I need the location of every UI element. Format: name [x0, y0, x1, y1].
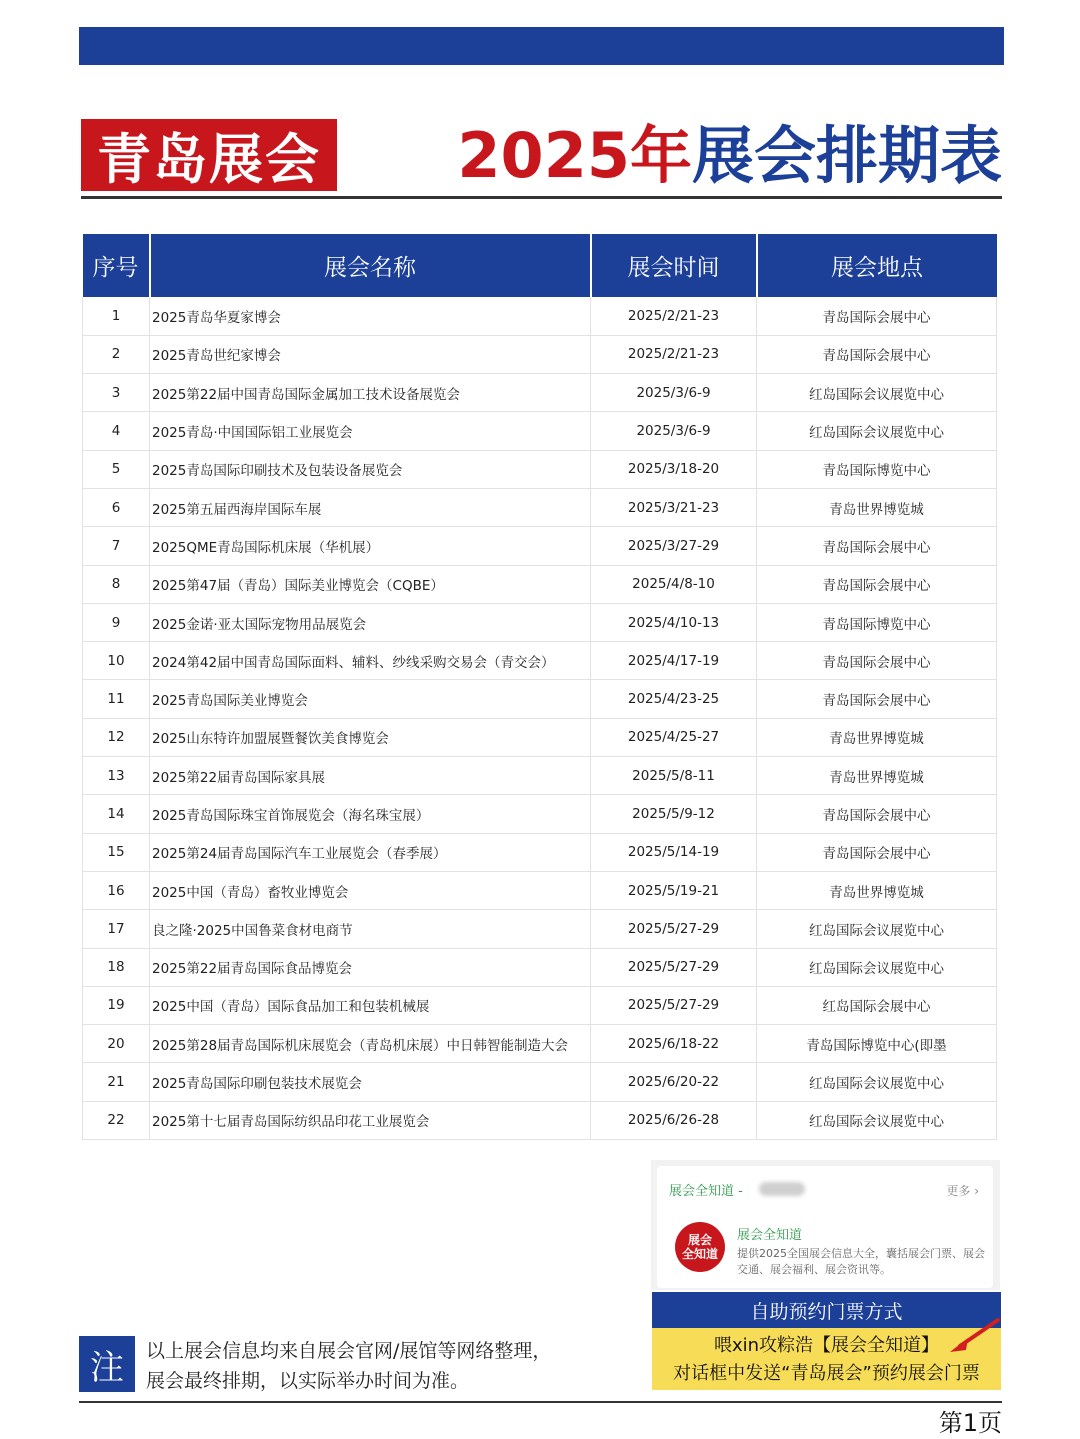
- exhibition-venue: 青岛国际博览中心: [757, 450, 997, 488]
- title-divider: [81, 196, 1002, 199]
- exhibition-name: 2025青岛国际印刷包装技术展览会: [150, 1063, 591, 1101]
- promo-instruction-line-2: 对话框中发送“青岛展会”预约展会门票: [673, 1363, 980, 1384]
- page-title-text: 展会排期表: [691, 119, 1002, 192]
- logo-line-1: 展会: [687, 1233, 712, 1247]
- row-index: 8: [83, 565, 150, 603]
- exhibition-name: 2025第十七届青岛国际纺织品印花工业展览会: [150, 1101, 591, 1139]
- exhibition-venue: 青岛国际博览中心(即墨: [757, 1025, 997, 1063]
- table-row: [83, 1063, 997, 1101]
- promo-more-link[interactable]: 更多 ›: [946, 1184, 979, 1198]
- page-title-year: 2025年: [457, 119, 692, 192]
- exhibition-date: 2025/5/9-12: [591, 795, 757, 833]
- exhibition-venue: 红岛国际会议展览中心: [757, 948, 997, 986]
- exhibition-date: 2025/3/27-29: [591, 527, 757, 565]
- exhibition-name: 2024第42届中国青岛国际面料、辅料、纱线采购交易会（青交会）: [150, 642, 591, 680]
- table-row: [83, 412, 997, 450]
- page-number: 第1页: [938, 1409, 1002, 1437]
- row-index: 18: [83, 948, 150, 986]
- exhibition-date: 2025/6/20-22: [591, 1063, 757, 1101]
- exhibition-name: 2025第22届青岛国际家具展: [150, 757, 591, 795]
- row-index: 4: [83, 412, 150, 450]
- table-row: [83, 374, 997, 412]
- exhibition-date: 2025/6/26-28: [591, 1101, 757, 1139]
- exhibition-venue: 青岛国际会展中心: [757, 297, 997, 335]
- table-row: [83, 335, 997, 373]
- exhibition-date: 2025/2/21-23: [591, 335, 757, 373]
- exhibition-venue: 青岛国际会展中心: [757, 833, 997, 871]
- promo-instruction-line-1: 喂xin攻粽浩【展会全知道】: [713, 1335, 940, 1356]
- brand-badge: [81, 119, 337, 191]
- exhibition-date: 2025/5/27-29: [591, 986, 757, 1024]
- logo-line-2: 全知道: [681, 1247, 718, 1261]
- table-row: [83, 795, 997, 833]
- exhibition-name: 2025青岛国际印刷技术及包装设备展览会: [150, 450, 591, 488]
- table-row: [83, 527, 997, 565]
- row-index: 10: [83, 642, 150, 680]
- note-badge: 注: [79, 1336, 135, 1392]
- exhibition-name: 2025青岛国际美业博览会: [150, 680, 591, 718]
- row-index: 2: [83, 335, 150, 373]
- exhibition-date: 2025/3/21-23: [591, 488, 757, 526]
- col-header-name: 展会名称: [150, 234, 591, 297]
- table-row: [83, 1101, 997, 1139]
- table-row: [83, 642, 997, 680]
- exhibition-venue: 红岛国际会议展览中心: [757, 1063, 997, 1101]
- exhibition-name: 2025第22届青岛国际食品博览会: [150, 948, 591, 986]
- exhibition-name: 2025青岛·中国国际铝工业展览会: [150, 412, 591, 450]
- note-line-2: 展会最终排期，以实际举办时间为准。: [146, 1370, 470, 1392]
- footer-divider: [79, 1401, 1002, 1403]
- row-index: 3: [83, 374, 150, 412]
- row-index: 17: [83, 910, 150, 948]
- exhibition-date: 2025/5/19-21: [591, 871, 757, 909]
- exhibition-venue: 青岛国际会展中心: [757, 642, 997, 680]
- exhibition-name: 2025青岛国际珠宝首饰展览会（海名珠宝展）: [150, 795, 591, 833]
- exhibition-venue: 青岛国际博览中心: [757, 603, 997, 641]
- row-index: 21: [83, 1063, 150, 1101]
- exhibition-venue: 青岛世界博览城: [757, 488, 997, 526]
- exhibition-date: 2025/4/23-25: [591, 680, 757, 718]
- exhibition-venue: 青岛国际会展中心: [757, 795, 997, 833]
- promo-screenshot-card: [651, 1160, 1000, 1290]
- table-row: [83, 986, 997, 1024]
- exhibition-venue: 红岛国际会议展览中心: [757, 1101, 997, 1139]
- exhibition-name: 2025山东特许加盟展暨餐饮美食博览会: [150, 718, 591, 756]
- row-index: 6: [83, 488, 150, 526]
- exhibition-name: 2025中国（青岛）畜牧业博览会: [150, 871, 591, 909]
- exhibition-date: 2025/5/27-29: [591, 910, 757, 948]
- table-row: [83, 948, 997, 986]
- exhibition-date: 2025/4/25-27: [591, 718, 757, 756]
- blurred-username: [759, 1182, 805, 1196]
- page-title: [457, 118, 1002, 194]
- exhibition-name: 2025第五届西海岸国际车展: [150, 488, 591, 526]
- exhibition-date: 2025/3/6-9: [591, 412, 757, 450]
- row-index: 12: [83, 718, 150, 756]
- table-row: [83, 297, 997, 335]
- row-index: 11: [83, 680, 150, 718]
- table-row: [83, 1025, 997, 1063]
- table-header-row: [83, 234, 997, 297]
- row-index: 20: [83, 1025, 150, 1063]
- account-logo-avatar: [675, 1222, 725, 1272]
- brand-label: 青岛展会: [97, 127, 321, 191]
- col-header-venue: 展会地点: [757, 234, 997, 297]
- exhibition-name: 2025第22届中国青岛国际金属加工技术设备展览会: [150, 374, 591, 412]
- exhibition-name: 2025中国（青岛）国际食品加工和包装机械展: [150, 986, 591, 1024]
- row-index: 1: [83, 297, 150, 335]
- account-description: 提供2025全国展会信息大全，囊括展会门票、展会交通、展会福利、展会资讯等。: [737, 1247, 985, 1276]
- exhibition-venue: 红岛国际会议展览中心: [757, 374, 997, 412]
- exhibition-venue: 青岛国际会展中心: [757, 680, 997, 718]
- exhibition-venue: 青岛国际会展中心: [757, 565, 997, 603]
- exhibition-date: 2025/5/27-29: [591, 948, 757, 986]
- row-index: 9: [83, 603, 150, 641]
- exhibition-venue: 红岛国际会展中心: [757, 986, 997, 1024]
- exhibition-name: 2025QME青岛国际机床展（华机展）: [150, 527, 591, 565]
- exhibition-date: 2025/4/10-13: [591, 603, 757, 641]
- exhibition-date: 2025/4/8-10: [591, 565, 757, 603]
- row-index: 19: [83, 986, 150, 1024]
- exhibition-date: 2025/4/17-19: [591, 642, 757, 680]
- exhibition-date: 2025/5/14-19: [591, 833, 757, 871]
- table-row: [83, 450, 997, 488]
- table-row: [83, 718, 997, 756]
- row-index: 5: [83, 450, 150, 488]
- row-index: 15: [83, 833, 150, 871]
- note-line-1: 以上展会信息均来自展会官网/展馆等网络整理，: [146, 1340, 552, 1362]
- exhibition-venue: 青岛世界博览城: [757, 718, 997, 756]
- exhibition-date: 2025/2/21-23: [591, 297, 757, 335]
- exhibition-venue: 青岛世界博览城: [757, 757, 997, 795]
- promo-title-bar: 自助预约门票方式: [652, 1292, 1001, 1328]
- exhibition-schedule-table: [82, 234, 997, 1140]
- table-row: [83, 757, 997, 795]
- exhibition-name: 2025第28届青岛国际机床展览会（青岛机床展）中日韩智能制造大会: [150, 1025, 591, 1063]
- exhibition-name: 2025金诺·亚太国际宠物用品展览会: [150, 603, 591, 641]
- exhibition-date: 2025/6/18-22: [591, 1025, 757, 1063]
- row-index: 22: [83, 1101, 150, 1139]
- row-index: 16: [83, 871, 150, 909]
- table-row: [83, 603, 997, 641]
- account-name: 展会全知道: [737, 1228, 803, 1243]
- exhibition-name: 2025青岛华夏家博会: [150, 297, 591, 335]
- exhibition-venue: 青岛国际会展中心: [757, 527, 997, 565]
- top-banner-bar: [79, 27, 1004, 65]
- table-row: [83, 871, 997, 909]
- exhibition-name: 2025第24届青岛国际汽车工业展览会（春季展）: [150, 833, 591, 871]
- red-arrow-icon: [946, 1316, 1002, 1356]
- col-header-index: 序号: [83, 234, 150, 297]
- exhibition-name: 2025第47届（青岛）国际美业博览会（CQBE）: [150, 565, 591, 603]
- promo-account-card[interactable]: [657, 1166, 993, 1288]
- table-row: [83, 833, 997, 871]
- exhibition-date: 2025/3/18-20: [591, 450, 757, 488]
- table-row: [83, 488, 997, 526]
- exhibition-date: 2025/5/8-11: [591, 757, 757, 795]
- row-index: 7: [83, 527, 150, 565]
- table-row: [83, 680, 997, 718]
- exhibition-name: 良之隆·2025中国鲁菜食材电商节: [150, 910, 591, 948]
- table-row: [83, 565, 997, 603]
- row-index: 14: [83, 795, 150, 833]
- exhibition-name: 2025青岛世纪家博会: [150, 335, 591, 373]
- promo-header-label: 展会全知道 -: [669, 1184, 743, 1199]
- row-index: 13: [83, 757, 150, 795]
- exhibition-venue: 红岛国际会议展览中心: [757, 412, 997, 450]
- table-row: [83, 910, 997, 948]
- exhibition-date: 2025/3/6-9: [591, 374, 757, 412]
- note-text: [146, 1336, 551, 1396]
- exhibition-venue: 青岛国际会展中心: [757, 335, 997, 373]
- col-header-date: 展会时间: [591, 234, 757, 297]
- exhibition-venue: 红岛国际会议展览中心: [757, 910, 997, 948]
- exhibition-venue: 青岛世界博览城: [757, 871, 997, 909]
